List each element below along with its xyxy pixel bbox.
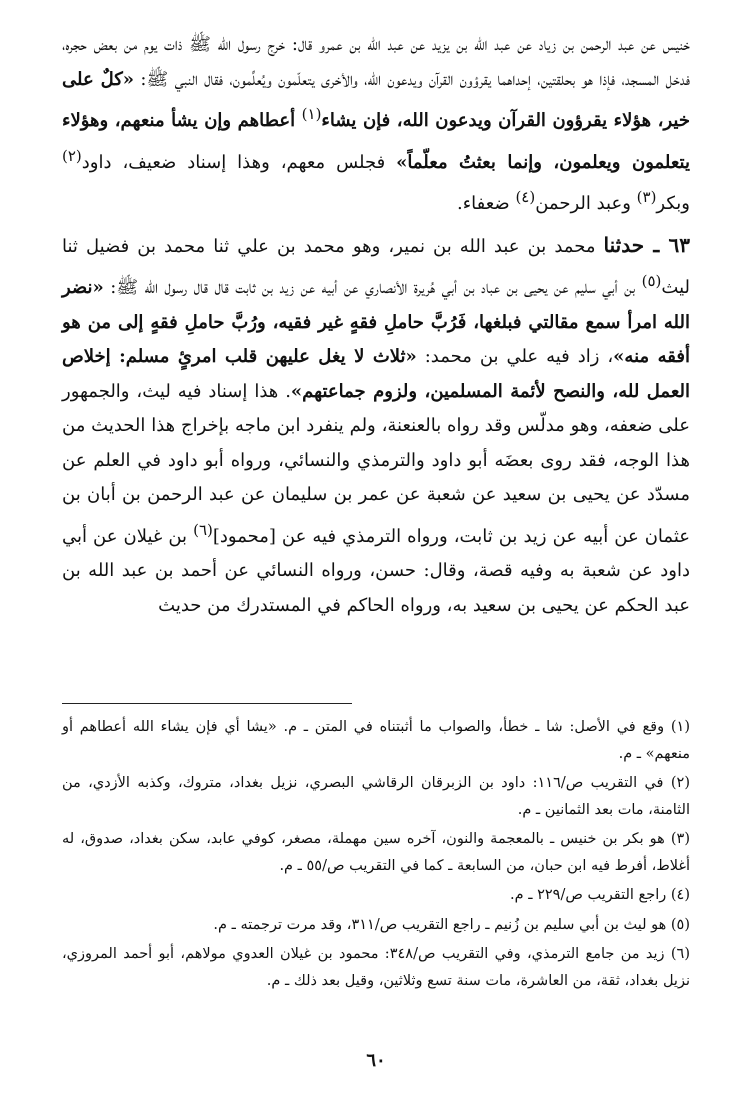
footnote-marker[interactable]: (٤) — [515, 188, 536, 206]
main-text — [62, 28, 690, 623]
text-run: خنيس عن عبد الرحمن بن زياد عن عبد الله بن يزيد عن عبد الله بن عمرو قال: خرج رسول الله ﷺ ذات يوم من بعض حجره، فدخل المسجد، فإذا هو بحلقتين، إحداهما يقرؤون القرآن ويدعون الله، والأخرى يتعلّمون ويُعلِّمون، فقال النبي ﷺ: — [62, 34, 691, 90]
footnote-marker[interactable]: (٥) — [641, 272, 662, 290]
document-page — [62, 28, 690, 1088]
footnotes — [62, 714, 690, 997]
footnote: (٢) في التقريب ص/١١٦: داود بن الزبرقان الرقاشي البصري، نزيل بغداد، متروك، وكذبه الأزدي، من الثامنة، مات بعد الثمانين ـ م. — [62, 775, 690, 818]
footnote-marker[interactable]: (١) — [301, 105, 322, 123]
text-run: وعبد الرحمن — [535, 193, 637, 214]
footnote-divider — [62, 703, 352, 704]
footnote-marker[interactable]: (٣) — [636, 188, 657, 206]
text-run: بن غيلان عن أبي داود عن شعبة به وفيه قصة، وقال: حسن، ورواه النسائي عن أحمد بن عبد الله بن عبد الحكم عن يحيى بن سعيد به، ورواه الحاكم في المستدرك من حديث — [62, 525, 690, 616]
hadith-text: «كلٌ على خير، هؤلاء يقرؤون القرآن ويدعون الله، فإن يشاء — [62, 68, 690, 131]
page-number: ٦٠ — [366, 1050, 386, 1071]
footnote: (٤) راجع التقريب ص/٢٢٩ ـ م. — [510, 887, 690, 903]
footnote: (٣) هو بكر بن خنيس ـ بالمعجمة والنون، آخره سين مهملة، مصغر، كوفي عابد، سكن بغداد، صدوق، له أغلاط، أفرط فيه ابن حبان، من السابعة ـ كما في التقريب ص/٥٥ ـ م. — [62, 831, 690, 874]
text-run: ضعفاء. — [456, 193, 516, 214]
hadith-number: ٦٣ ـ حدثنا — [603, 232, 691, 257]
text-run: بن أبي سليم عن يحيى بن عباد بن أبي هُريرة الأنصاري عن أبيه عن زيد بن ثابت قال قال رسول الله ﷺ: — [103, 277, 642, 298]
footnote: (٥) هو ليث بن أبي سليم بن زُنيم ـ راجع التقريب ص/٣١١، وقد مرت ترجمته ـ م. — [213, 916, 690, 933]
text-run: فجلس معهم، وهذا إسناد ضعيف، داود — [81, 151, 397, 173]
text-run: محمد بن عبد الله بن نمير، وهو محمد بن علي ثنا محمد بن فضيل ثنا ليث — [62, 235, 690, 298]
hadith-text: «نضر الله امرأ سمع مقالتي فبلغها، فَرُبَّ حاملِ فقهٍ غير فقيه، ورُبَّ حاملِ فقهٍ إلى من هو أفقه منه» — [62, 277, 690, 367]
paragraph-1 — [62, 28, 690, 222]
text-run: وبكر — [656, 193, 690, 214]
text-run: ، زاد فيه علي بن محمد: — [416, 346, 614, 367]
footnote: (١) وقع في الأصل: شا ـ خطأ، والصواب ما أثبتناه في المتن ـ م. «يشا أي فإن يشاء الله أعطاهم أو منعهم» ـ م. — [62, 719, 690, 762]
footnote-marker[interactable]: (٦) — [193, 520, 213, 539]
text-run: . هذا إسناد فيه ليث، والجمهور على ضعفه، وهو مدلّس وقد رواه بالعنعنة، ولم ينفرد ابن ماجه بإخراج هذا الحديث من هذا الوجه، فقد روى بعضَه أبو داود والترمذي والنسائي، ورواه أبو داود في العلم عن مسدّد عن يحيى بن سعيد عن شعبة عن عمر بن سليمان عن عبد الرحمن بن أبان بن عثمان عن أبيه عن زيد بن ثابت، ورواه الترمذي فيه عن [محمود] — [62, 380, 690, 547]
footnote: (٦) زيد من جامع الترمذي، وفي التقريب ص/٣٤٨: محمود بن غيلان العدوي مولاهم، أبو أحمد المروزي، نزيل بغداد، ثقة، من العاشرة، مات سنة تسع وثلاثين، وقيل بعد ذلك ـ م. — [62, 946, 690, 989]
footnote-marker[interactable]: (٢) — [62, 146, 82, 165]
hadith-text: «ثلاث لا يغل عليهن قلب امرئٍ مسلم: إخلاص العمل لله، والنصح لأئمة المسلمين، ولزوم جماعتهم» — [62, 346, 690, 402]
hadith-text: أعطاهم وإن يشأ منعهم، وهؤلاء يتعلمون ويعلمون، وإنما بعثتُ معلّماً» — [62, 110, 690, 173]
paragraph-2 — [62, 228, 690, 624]
